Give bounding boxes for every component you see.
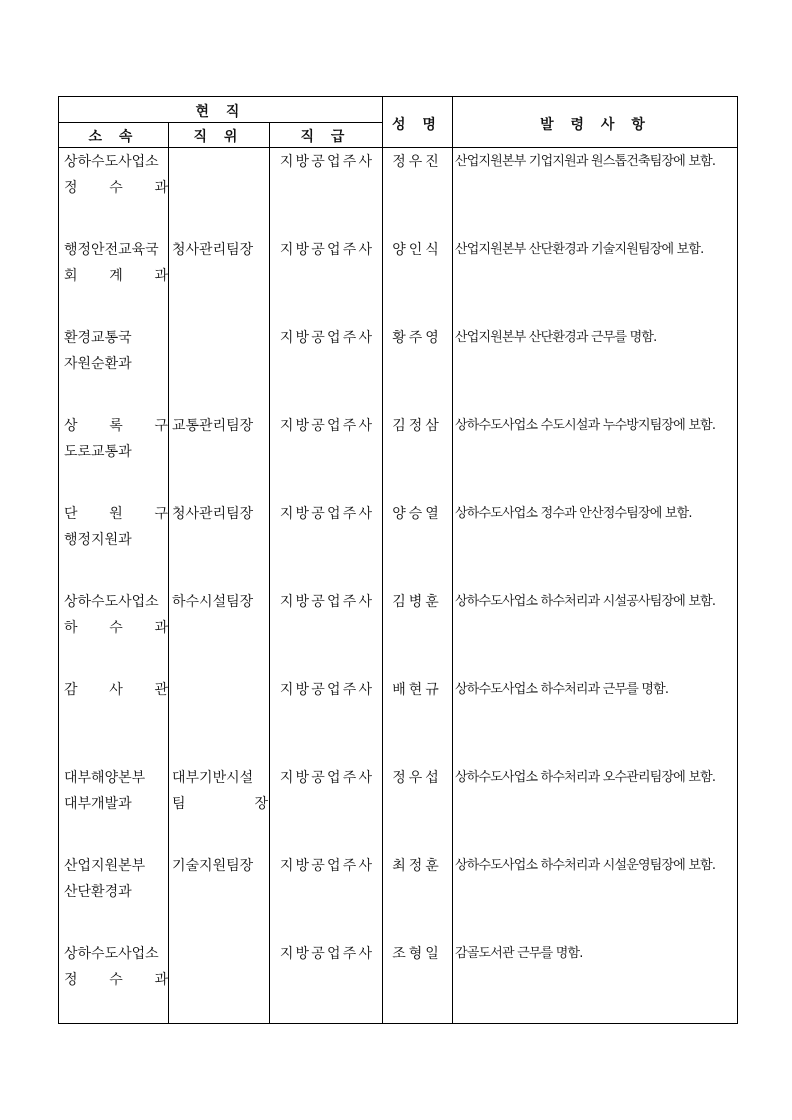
position-line2 (172, 351, 268, 377)
table-row (59, 149, 737, 237)
header-dept: 소 속 (88, 129, 139, 145)
rank: 지방공업주사 (279, 594, 375, 610)
order-detail: 산업지원본부 기업지원과 원스톱건축팀장에 보함. (455, 154, 716, 169)
order-detail: 상하수도사업소 정수과 안산정수팀장에 보함. (455, 506, 692, 521)
dept-line2: 행정지원과 (64, 532, 132, 548)
dept-line1: 상 록 구 (64, 418, 168, 434)
dept-line2 (64, 703, 168, 729)
order-detail: 상하수도사업소 하수처리과 시설공사팀장에 보함. (455, 594, 716, 609)
table-row (59, 325, 737, 413)
divider (59, 122, 382, 123)
name: 황주영 (392, 330, 442, 346)
header-current-position: 현 직 (195, 104, 246, 120)
position-line2 (172, 527, 268, 553)
dept-line2: 정 수 과 (64, 972, 168, 988)
rank: 지방공업주사 (279, 946, 375, 962)
position-line2 (172, 967, 268, 993)
table-row (59, 853, 737, 941)
dept-line1: 환경교통국 (64, 330, 132, 346)
rank: 지방공업주사 (279, 330, 375, 346)
position-line1 (172, 325, 268, 351)
table-row (59, 677, 737, 765)
order-detail: 산업지원본부 산단환경과 근무를 명함. (455, 330, 657, 345)
position-line2 (172, 439, 268, 465)
position-line1 (172, 677, 268, 703)
table-row (59, 941, 737, 1029)
position-line1: 청사관리팀장 (172, 506, 254, 522)
dept-line2: 도로교통과 (64, 444, 132, 460)
personnel-order-table (58, 96, 738, 1024)
dept-line1: 감 사 관 (64, 682, 168, 698)
position-line1 (172, 941, 268, 967)
dept-line1: 상하수도사업소 (64, 154, 159, 170)
name: 양인식 (392, 242, 442, 258)
name: 조형일 (392, 946, 442, 962)
rank: 지방공업주사 (279, 770, 375, 786)
position-line2 (172, 879, 268, 905)
position-line2 (172, 615, 268, 641)
position-line2 (172, 263, 268, 289)
header-order: 발 령 사 항 (540, 117, 651, 133)
dept-line2: 정 수 과 (64, 180, 168, 196)
table-row (59, 501, 737, 589)
rank: 지방공업주사 (279, 506, 375, 522)
order-detail: 산업지원본부 산단환경과 기술지원팀장에 보함. (455, 242, 704, 257)
header-name: 성 명 (392, 117, 442, 133)
dept-line1: 행정안전교육국 (64, 242, 159, 258)
rank: 지방공업주사 (279, 418, 375, 434)
position-line1: 교통관리팀장 (172, 418, 254, 434)
dept-line1: 상하수도사업소 (64, 594, 159, 610)
rank: 지방공업주사 (279, 858, 375, 874)
position-line2 (172, 175, 268, 201)
position-line1: 청사관리팀장 (172, 242, 254, 258)
name: 최정훈 (392, 858, 442, 874)
table-row (59, 589, 737, 677)
position-line1: 기술지원팀장 (172, 858, 254, 874)
dept-line2: 자원순환과 (64, 356, 132, 372)
dept-line2: 회 계 과 (64, 268, 168, 284)
table-row (59, 237, 737, 325)
name: 정우진 (392, 154, 442, 170)
position-line1: 하수시설팀장 (172, 594, 254, 610)
name: 배현규 (392, 682, 442, 698)
divider (59, 147, 737, 148)
position-line2 (172, 703, 268, 729)
order-detail: 상하수도사업소 수도시설과 누수방지팀장에 보함. (455, 418, 716, 433)
position-line1: 대부기반시설 (172, 770, 254, 786)
dept-line2: 하 수 과 (64, 620, 168, 636)
order-detail: 감골도서관 근무를 명함. (455, 946, 583, 961)
name: 정우섭 (392, 770, 442, 786)
header-rank: 직 급 (300, 129, 351, 145)
dept-line1: 대부해양본부 (64, 770, 146, 786)
dept-line1: 상하수도사업소 (64, 946, 159, 962)
dept-line2: 산단환경과 (64, 884, 132, 900)
table-row (59, 413, 737, 501)
position-line2: 팀 장 (172, 796, 268, 812)
rank: 지방공업주사 (279, 242, 375, 258)
dept-line2: 대부개발과 (64, 796, 132, 812)
dept-line1: 단 원 구 (64, 506, 168, 522)
order-detail: 상하수도사업소 하수처리과 근무를 명함. (455, 682, 669, 697)
dept-line1: 산업지원본부 (64, 858, 146, 874)
rank: 지방공업주사 (279, 154, 375, 170)
name: 김병훈 (392, 594, 442, 610)
rank: 지방공업주사 (279, 682, 375, 698)
order-detail: 상하수도사업소 하수처리과 오수관리팀장에 보함. (455, 770, 716, 785)
name: 김정삼 (392, 418, 442, 434)
table-row (59, 765, 737, 853)
name: 양승열 (392, 506, 442, 522)
order-detail: 상하수도사업소 하수처리과 시설운영팀장에 보함. (455, 858, 716, 873)
header-position: 직 위 (193, 129, 244, 145)
position-line1 (172, 149, 268, 175)
